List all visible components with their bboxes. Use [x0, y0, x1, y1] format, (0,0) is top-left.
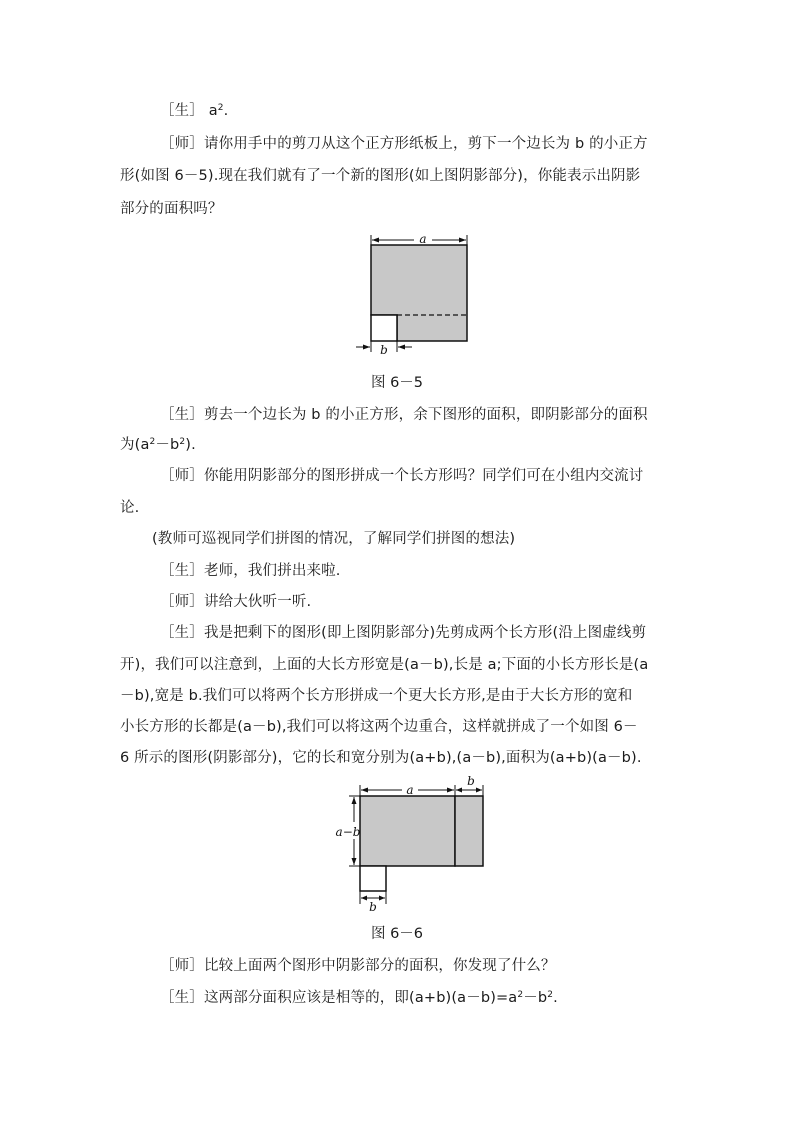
label-a-minus-b: a−b [335, 825, 361, 839]
small-square [360, 866, 386, 891]
label-b-top: b [467, 774, 475, 788]
large-rectangle [360, 796, 455, 866]
speaker-label: ［生］ [160, 103, 204, 119]
teacher-prompt: ［师］讲给大伙听一听. [160, 594, 312, 610]
figure-6-6-caption: 图 6－6 [370, 926, 424, 942]
student-explanation-line-3: －b),宽是 b.我们可以将两个长方形拼成一个更大长方形,是由于大长方形的宽和 [120, 688, 633, 704]
figure-6-5-caption: 图 6－5 [370, 375, 424, 391]
teacher-note: (教师可巡视同学们拼图的情况，了解同学们拼图的想法) [152, 531, 516, 547]
attached-rectangle [455, 796, 483, 866]
student-reply: ［生］老师，我们拼出来啦. [160, 563, 341, 579]
student-explanation-line-1: ［生］我是把剩下的图形(即上图阴影部分)先剪成两个长方形(沿上图虚线剪 [160, 625, 647, 641]
teacher-question-line-2: 形(如图 6－5).现在我们就有了一个新的图形(如上图阴影部分)，你能表示出阴影 [120, 168, 641, 184]
label-b-bottom: b [369, 900, 377, 914]
figure-6-5 [350, 228, 480, 358]
small-square [371, 315, 397, 341]
student-explanation-line-4: 小长方形的长都是(a－b),我们可以将这两个边重合，这样就拼成了一个如图 6－ [120, 719, 638, 735]
student-conclusion: ［生］这两部分面积应该是相等的，即$(a+b)(a-b)=a^2-b^2$. [160, 990, 558, 1006]
label-a: a [419, 232, 427, 246]
student-answer-a-squared: ［生］ $a^2$. [160, 103, 229, 119]
teacher-question-line-1: ［师］请你用手中的剪刀从这个正方形纸板上，剪下一个边长为 b 的小正方 [160, 136, 648, 152]
label-b: b [380, 343, 388, 357]
figure-6-6 [330, 774, 490, 914]
teacher-compare-question: ［师］比较上面两个图形中阴影部分的面积，你发现了什么？ [160, 958, 556, 974]
teacher-rectangle-question-line-2: 论. [120, 500, 140, 516]
student-explanation-line-2: 开)，我们可以注意到，上面的大长方形宽是(a－b),长是 a;下面的小长方形长是(a [120, 657, 649, 673]
label-a: a [406, 783, 414, 797]
student-answer-line-1: ［生］剪去一个边长为 b 的小正方形，余下图形的面积，即阴影部分的面积 [160, 407, 648, 423]
student-answer-line-2: 为$(a^2-b^2)$. [120, 437, 196, 453]
student-explanation-line-5: 6 所示的图形(阴影部分)，它的长和宽分别为(a+b),(a－b),面积为(a+b)(a－b). [120, 750, 642, 766]
teacher-rectangle-question-line-1: ［师］你能用阴影部分的图形拼成一个长方形吗？同学们可在小组内交流讨 [160, 468, 644, 484]
teacher-question-line-3: 部分的面积吗？ [120, 201, 223, 217]
